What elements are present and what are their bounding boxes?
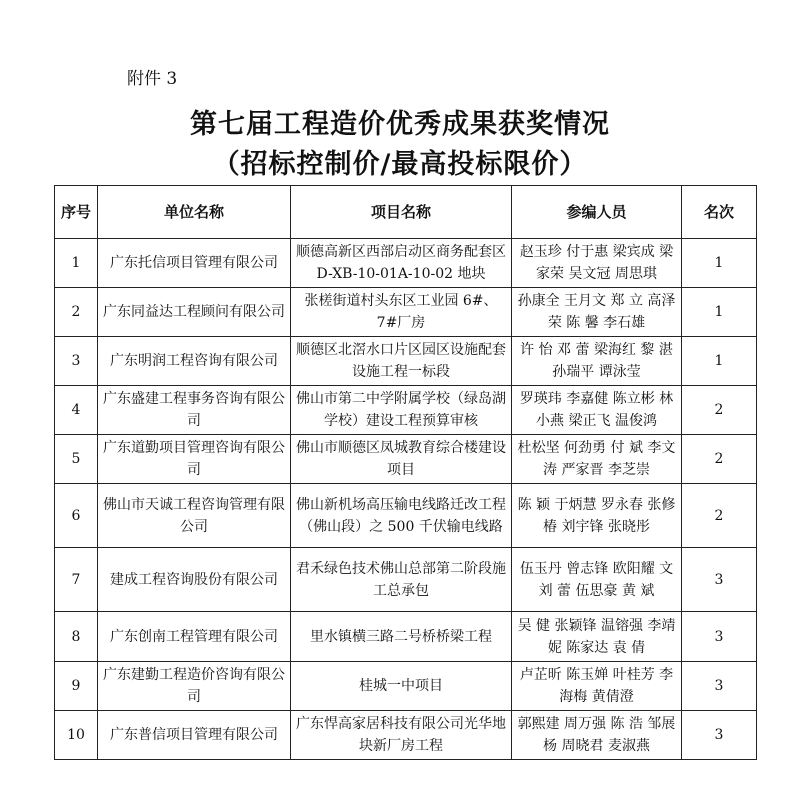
cell-project: 佛山市顺德区凤城教育综合楼建设项目 [291, 435, 512, 484]
cell-members: 郭熙建 周万强 陈 浩 邹展杨 周晓君 麦淑燕 [512, 711, 682, 760]
cell-members: 陈 颖 于炳慧 罗永春 张修椿 刘宇锋 张晓彤 [512, 484, 682, 548]
header-unit: 单位名称 [98, 186, 291, 239]
table-row [55, 288, 757, 337]
header-no: 序号 [55, 186, 98, 239]
cell-unit: 广东道勤项目管理咨询有限公司 [98, 435, 291, 484]
cell-members: 罗瑛玮 李嘉健 陈立彬 林小燕 梁正飞 温俊鸿 [512, 386, 682, 435]
cell-rank: 2 [682, 435, 757, 484]
header-project: 项目名称 [291, 186, 512, 239]
table-row [55, 662, 757, 711]
cell-rank: 1 [682, 288, 757, 337]
cell-members: 赵玉珍 付于惠 梁宾成 梁家荣 吴文冠 周思琪 [512, 239, 682, 288]
cell-no: 9 [55, 662, 98, 711]
table-row [55, 711, 757, 760]
table-row [55, 548, 757, 612]
cell-unit: 广东明润工程咨询有限公司 [98, 337, 291, 386]
table-row [55, 337, 757, 386]
header-members: 参编人员 [512, 186, 682, 239]
cell-members: 伍玉丹 曾志锋 欧阳耀 文 刘 蕾 伍思豪 黄 斌 [512, 548, 682, 612]
cell-project: 君禾绿色技术佛山总部第二阶段施工总承包 [291, 548, 512, 612]
cell-members: 卢芷昕 陈玉婵 叶桂芳 李海梅 黄倩澄 [512, 662, 682, 711]
cell-unit: 广东同益达工程顾问有限公司 [98, 288, 291, 337]
cell-no: 7 [55, 548, 98, 612]
table-row [55, 435, 757, 484]
table-header-row [55, 186, 757, 239]
attachment-label: 附件 3 [127, 69, 178, 89]
cell-unit: 广东盛建工程事务咨询有限公司 [98, 386, 291, 435]
cell-unit: 广东建勤工程造价咨询有限公司 [98, 662, 291, 711]
cell-unit: 广东托信项目管理有限公司 [98, 239, 291, 288]
cell-project: 张槎街道村头东区工业园 6#、7#厂房 [291, 288, 512, 337]
cell-project: 广东悍高家居科技有限公司光华地块新厂房工程 [291, 711, 512, 760]
page-title: 第七届工程造价优秀成果获奖情况 [190, 109, 610, 140]
cell-no: 2 [55, 288, 98, 337]
table-row [55, 239, 757, 288]
cell-unit: 广东普信项目管理有限公司 [98, 711, 291, 760]
cell-project: 里水镇横三路二号桥桥梁工程 [291, 612, 512, 662]
cell-no: 4 [55, 386, 98, 435]
cell-project: 桂城一中项目 [291, 662, 512, 711]
cell-members: 杜松坚 何劲勇 付 斌 李文涛 严家晋 李芝崇 [512, 435, 682, 484]
cell-project: 顺德高新区西部启动区商务配套区 D-XB-10-01A-10-02 地块 [291, 239, 512, 288]
cell-project: 佛山市第二中学附属学校（绿岛湖学校）建设工程预算审核 [291, 386, 512, 435]
cell-members: 孙康全 王月文 郑 立 高泽荣 陈 馨 李石雄 [512, 288, 682, 337]
table-row [55, 484, 757, 548]
cell-rank: 2 [682, 386, 757, 435]
cell-rank: 1 [682, 337, 757, 386]
cell-project: 佛山新机场高压输电线路迁改工程（佛山段）之 500 千伏输电线路 [291, 484, 512, 548]
table-row [55, 612, 757, 662]
cell-unit: 广东创南工程管理有限公司 [98, 612, 291, 662]
cell-rank: 3 [682, 662, 757, 711]
header-rank: 名次 [682, 186, 757, 239]
page-subtitle: （招标控制价/最高投标限价） [212, 149, 588, 180]
cell-no: 3 [55, 337, 98, 386]
cell-no: 6 [55, 484, 98, 548]
cell-members: 吴 健 张颖锋 温镕强 李靖妮 陈家达 袁 倩 [512, 612, 682, 662]
cell-rank: 1 [682, 239, 757, 288]
cell-no: 5 [55, 435, 98, 484]
cell-unit: 佛山市天诚工程咨询管理有限公司 [98, 484, 291, 548]
cell-no: 1 [55, 239, 98, 288]
cell-rank: 3 [682, 612, 757, 662]
cell-no: 10 [55, 711, 98, 760]
cell-rank: 3 [682, 711, 757, 760]
cell-members: 许 怡 邓 蕾 梁海红 黎 湛 孙瑞平 谭泳莹 [512, 337, 682, 386]
cell-project: 顺德区北滘水口片区园区设施配套设施工程一标段 [291, 337, 512, 386]
table-row [55, 386, 757, 435]
cell-no: 8 [55, 612, 98, 662]
cell-rank: 3 [682, 548, 757, 612]
cell-unit: 建成工程咨询股份有限公司 [98, 548, 291, 612]
awards-table [54, 185, 757, 760]
cell-rank: 2 [682, 484, 757, 548]
